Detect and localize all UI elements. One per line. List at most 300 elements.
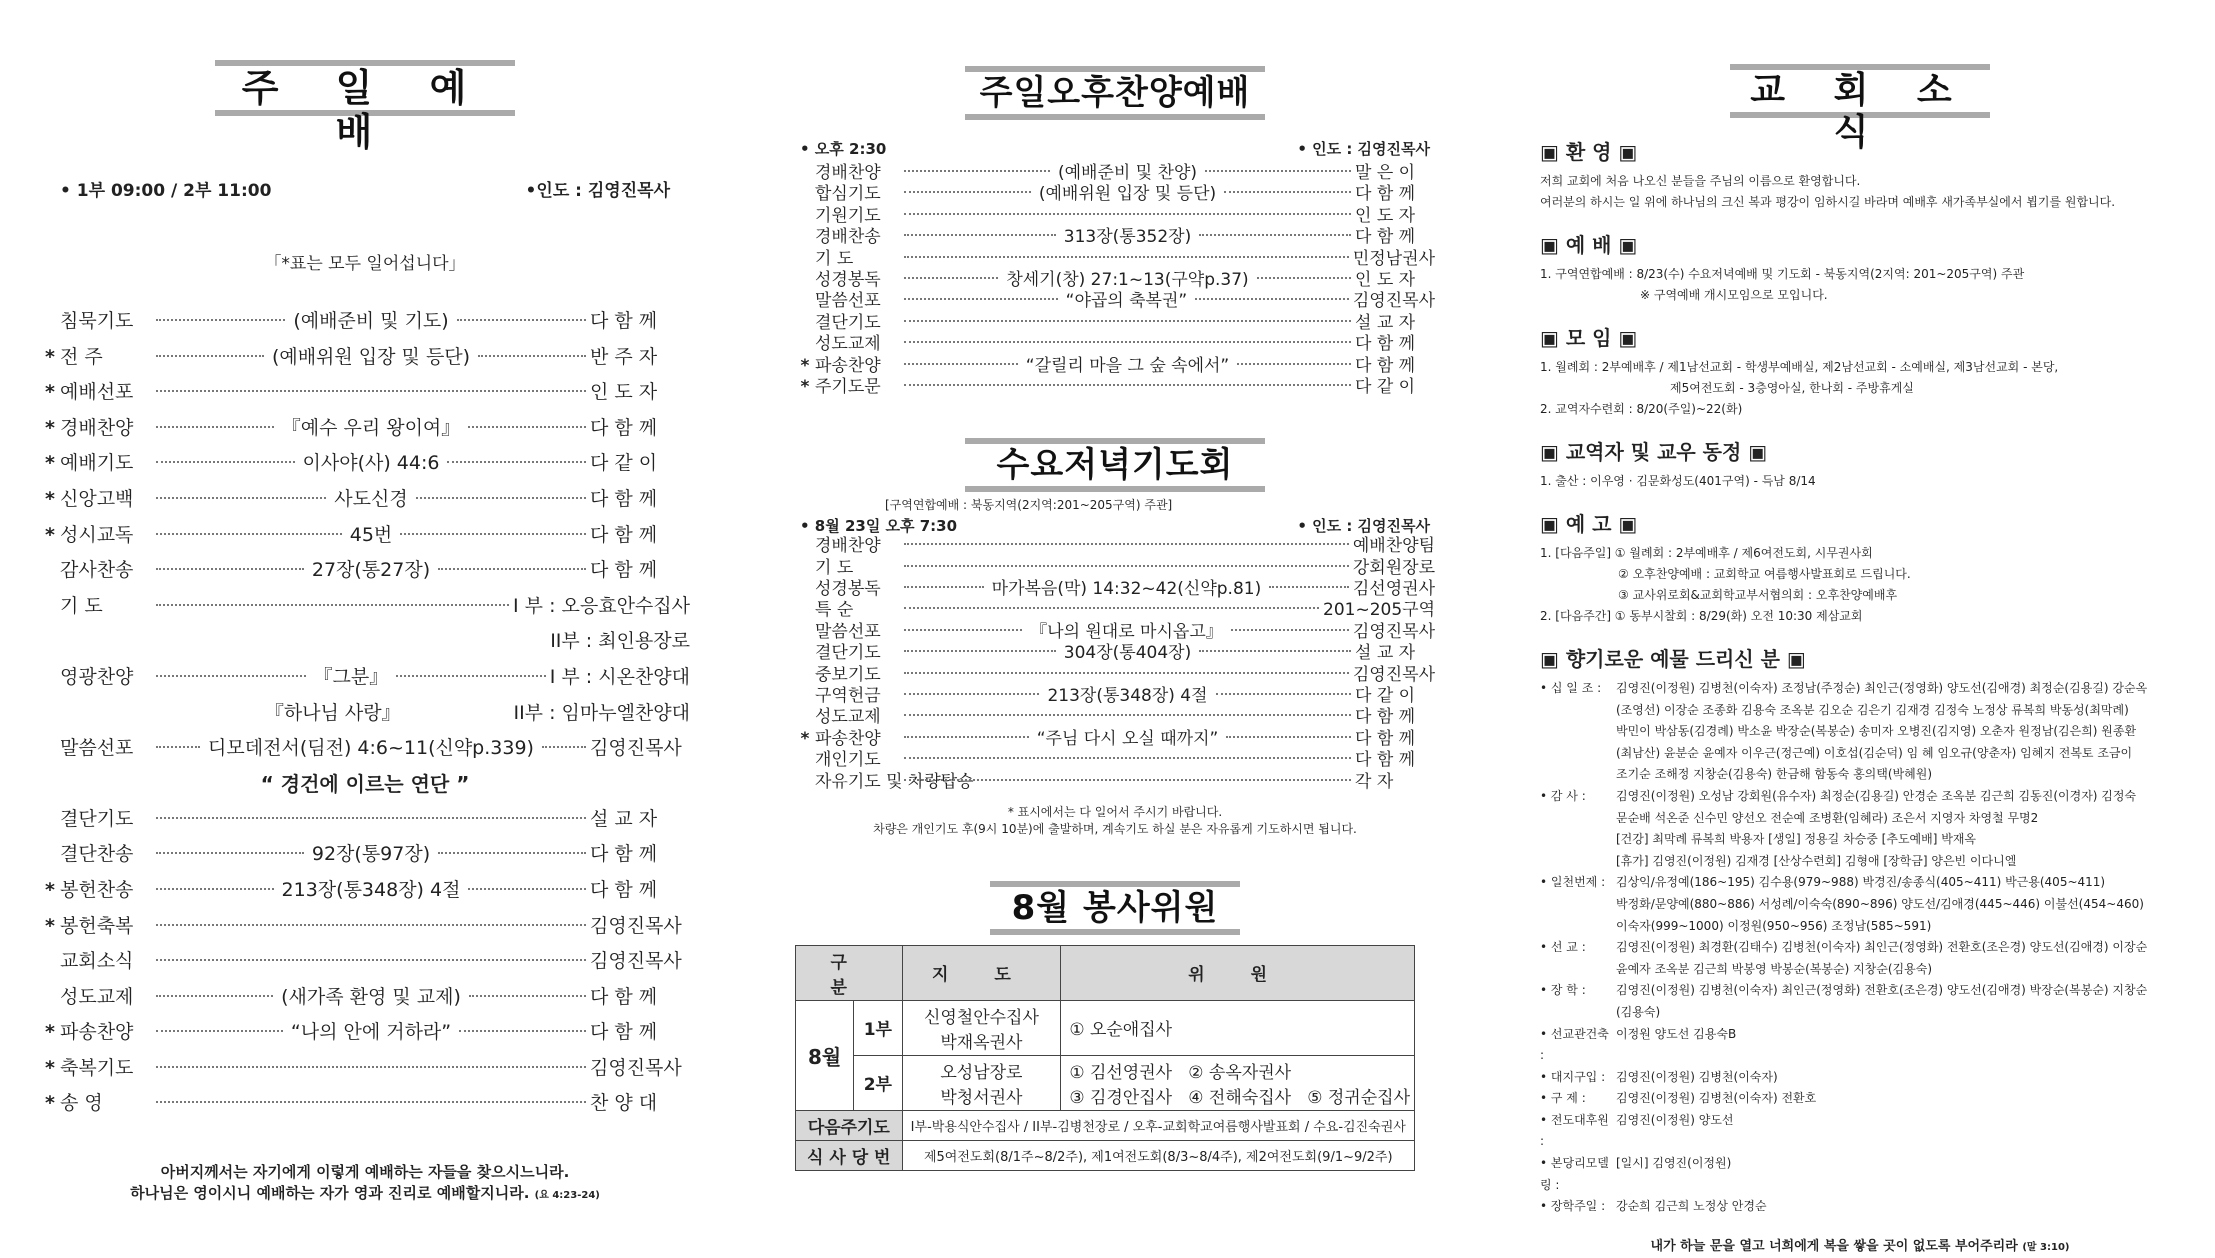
worship-footer xyxy=(40,1162,690,1206)
offering-label: • 십 일 조 : xyxy=(1540,681,1602,695)
offering-list xyxy=(1540,678,2180,1218)
order-item: 축복기도 xyxy=(60,1056,134,1079)
order-row xyxy=(40,980,690,1016)
part-leader xyxy=(902,1000,1061,1055)
wednesday-car-note: 차량은 개인기도 후(9시 10분)에 출발하며, 계속기도 하실 분은 자유롭게 기도하시면 됩니다. xyxy=(873,821,1357,836)
leader-dots xyxy=(1257,277,1351,279)
order-responsible: 다 함 께 xyxy=(1355,728,1416,749)
leader-name: 박재옥권사 xyxy=(940,1032,1023,1053)
wednesday-order xyxy=(795,536,1435,793)
sermon-title: “ 경건에 이르는 연단 ” xyxy=(260,771,470,796)
order-item: 기 도 xyxy=(60,594,103,617)
order-responsible: 다 함 께 xyxy=(590,310,658,332)
afternoon-meta xyxy=(795,138,1435,159)
order-responsible: 다 함 께 xyxy=(590,487,658,510)
order-row xyxy=(40,340,690,376)
footer-reference: (요 4:23-24) xyxy=(534,1190,600,1202)
part-members xyxy=(1061,1055,1415,1110)
order-content: 92장(통97장) xyxy=(311,843,431,866)
welcome-line-2: 여러분의 하시는 일 위에 하나님의 크신 복과 평강이 임하시길 바라며 예배후 새가족부실에서 뵙기를 원합니다. xyxy=(1540,195,2116,209)
order-content: (예배위원 입장 및 등단) xyxy=(1038,184,1217,205)
order-item: 특 순 xyxy=(815,600,854,621)
order-row xyxy=(40,802,690,838)
next-prayer-value: I부-박용식안수집사 / II부-김병천장로 / 오후-교회학교여름행사발표회 / 수요-김진숙권사 xyxy=(902,1110,1414,1140)
order-item: 성경봉독 xyxy=(815,579,881,600)
offering-line: [일시] 김영진(이정원) xyxy=(1616,1156,1732,1171)
order-row xyxy=(40,944,690,980)
footer-line-1: 아버지께서는 자기에게 이렇게 예배하는 자들을 찾으시느니라. xyxy=(160,1163,570,1182)
order-item: 결단기도 xyxy=(60,807,134,830)
wednesday-leader: • 인도 : 김영진목사 xyxy=(1297,517,1430,536)
offering-line: 박민이 박삼동(김경례) 박소윤 박장순(복봉순) 송미자 오병진(김지영) 오춘자 원정남(김은희) 원종환 xyxy=(1616,724,2137,739)
leader-dots xyxy=(1216,693,1351,695)
meal-duty-value: 제5여전도회(8/1주~8/2주), 제1여전도회(8/3~8/4주), 제2여전도회(9/1~9/2주) xyxy=(902,1140,1414,1170)
order-item: 경배찬양 xyxy=(815,163,881,183)
offering-label: • 일천번제 : xyxy=(1540,875,1606,890)
offering-line: 김영진(이정원) 최경환(김태수) 김병천(이숙자) 최인근(정영화) 전환호(조은경) 양도선(김애경) 이장순 xyxy=(1616,940,2148,955)
offering-names xyxy=(1616,1196,2180,1218)
leader-dots xyxy=(156,924,586,926)
offering-row xyxy=(1540,1067,2180,1089)
offering-label: • 전도대후원 : xyxy=(1540,1112,1609,1149)
order-item: 영광찬양 xyxy=(60,665,134,688)
leader-dots xyxy=(156,817,586,819)
order-responsible: 인 도 자 xyxy=(1355,205,1416,226)
order-content: “야곱의 축복권” xyxy=(1065,291,1188,312)
leader-dots xyxy=(156,888,274,890)
order-item: 성도교제 xyxy=(60,985,134,1008)
leader-dots xyxy=(904,586,984,588)
standing-mark: * xyxy=(800,728,810,749)
offering-line: 김상익/유정예(186~195) 김수용(979~988) 박경진/송종식(405~411) 박근용(405~411) xyxy=(1616,875,2106,890)
leader-dots xyxy=(459,1030,586,1032)
meeting-1: 1. 월례회 : 2부예배후 / 제1남선교회 - 학생부예배실, 제2남선교회 - 소예배실, 제3남선교회 - 본당, xyxy=(1540,360,2059,374)
order-responsible: 김영진목사 xyxy=(1352,291,1435,312)
offering-line: [건강] 최막례 류복희 박용자 [생일] 정용길 차승중 [추도예배] 박재옥 xyxy=(1616,832,1976,847)
order-row xyxy=(795,729,1435,750)
notice-2: ② 오후찬양예배 : 교회학교 여름행사발표회로 드립니다. xyxy=(1618,567,1911,581)
order-item: 전 주 xyxy=(60,345,103,368)
leader-dots xyxy=(904,650,1056,652)
order-responsible: 김영진목사 xyxy=(590,1056,682,1079)
order-item: 침묵기도 xyxy=(60,310,134,332)
leader-dots xyxy=(904,191,1031,193)
order-content: “나의 안에 거하라” xyxy=(290,1021,452,1044)
leader-dots xyxy=(1269,586,1349,588)
offering-label: • 본당리모델링 : xyxy=(1540,1156,1609,1192)
member-line: ① 김선영권사 ② 송옥자권사 xyxy=(1069,1062,1292,1083)
order-row xyxy=(795,686,1435,707)
leader-dots xyxy=(904,543,1349,545)
order-row xyxy=(795,643,1435,664)
news-footer-reference: (말 3:10) xyxy=(2022,1241,2070,1253)
order-responsible: 인 도 자 xyxy=(590,381,658,404)
standing-mark: * xyxy=(45,523,55,546)
order-row xyxy=(795,600,1435,621)
order-row xyxy=(795,206,1435,227)
order-item: 말씀선포 xyxy=(815,621,881,642)
order-responsible: 찬 양 대 xyxy=(590,1092,658,1115)
offering-row xyxy=(1540,1153,2180,1196)
order-item: 결단기도 xyxy=(815,643,881,664)
leader-dots xyxy=(400,533,586,535)
afternoon-time: • 오후 2:30 xyxy=(800,140,887,158)
order-row xyxy=(40,624,690,660)
offering-label: • 장 학 : xyxy=(1540,983,1586,998)
order-responsible: 다 함 께 xyxy=(590,985,658,1008)
offering-line: 조기순 조해정 지창순(김용숙) 한금해 함동숙 홍의택(박혜원) xyxy=(1616,767,1933,782)
leader-dots xyxy=(1237,363,1351,365)
order-item: 교회소식 xyxy=(60,950,134,973)
offering-names xyxy=(1616,678,2180,786)
leader-dots xyxy=(1205,170,1351,172)
order-responsible: 김선영권사 xyxy=(1352,579,1435,600)
order-row xyxy=(795,772,1435,793)
leader-dots xyxy=(156,426,274,428)
order-item: 말씀선포 xyxy=(815,291,881,312)
order-responsible: 다 함 께 xyxy=(1355,334,1416,355)
order-content: 『나의 원대로 마시옵고』 xyxy=(1030,621,1223,642)
wednesday-time: • 8월 23일 오후 7:30 xyxy=(800,517,958,536)
worship-news-2: ※ 구역예배 개시모임으로 모입니다. xyxy=(1640,288,1828,302)
footer-line-2: 하나님은 영이시니 예배하는 자가 영과 진리로 예배할지니라. xyxy=(130,1184,530,1203)
offering-names xyxy=(1616,1024,2180,1067)
order-content: 마가복음(막) 14:32~42(신약p.81) xyxy=(991,579,1262,600)
leader-dots xyxy=(904,363,1018,365)
notice-title: ▣ 예 고 ▣ xyxy=(1540,512,1638,536)
order-item: 경배찬송 xyxy=(815,227,881,248)
leader-dots xyxy=(1199,650,1351,652)
order-responsible: 김영진목사 xyxy=(1352,664,1435,685)
leader-dots xyxy=(1226,736,1351,738)
welcome-title: ▣ 환 영 ▣ xyxy=(1540,140,1638,164)
leader-dots xyxy=(156,497,326,499)
leader-dots xyxy=(156,1030,283,1032)
standing-mark: * xyxy=(45,416,55,439)
order-row xyxy=(40,731,690,767)
order-content: 『그분』 xyxy=(313,665,389,688)
leader-dots xyxy=(904,672,1349,674)
order-responsible: 다 함 께 xyxy=(590,559,658,582)
leader-dots xyxy=(156,604,509,606)
offering-line: 김영진(이정원) 김병천(이숙자) xyxy=(1616,1069,1778,1084)
order-responsible: 다 함 께 xyxy=(1355,750,1416,771)
leader-dots xyxy=(1231,629,1349,631)
order-content: 213장(통348장) 4절 xyxy=(281,878,461,901)
stand-note: 「*표는 모두 일어섭니다」 xyxy=(264,254,466,274)
order-item: 예배기도 xyxy=(60,452,134,475)
standing-mark: * xyxy=(45,878,55,901)
staff-1: 1. 출산 : 이우영 · 김문화성도(401구역) - 득남 8/14 xyxy=(1540,474,1816,488)
offering-label: • 감 사 : xyxy=(1540,788,1586,803)
part-cell: 1부 xyxy=(854,1000,902,1055)
middle-column xyxy=(795,0,1435,1171)
worship-news-title: ▣ 예 배 ▣ xyxy=(1540,233,1638,257)
leader-dots xyxy=(1199,234,1351,236)
meeting-2: 제5여전도회 - 3층영아실, 한나회 - 주방휴게실 xyxy=(1670,381,1914,395)
order-row xyxy=(795,270,1435,291)
offering-label: • 대지구입 : xyxy=(1540,1069,1606,1084)
service-committee-table xyxy=(795,945,1415,1171)
header-leader: 지 도 xyxy=(902,945,1061,1000)
offering-names xyxy=(1616,937,2180,980)
notice-1: 1. [다음주일] ① 월례회 : 2부예배후 / 제6여전도회, 시무권사회 xyxy=(1540,546,1873,560)
order-responsible: 설 교 자 xyxy=(590,807,658,830)
offering-line: 김영진(이정원) 양도선 xyxy=(1616,1112,1734,1127)
offering-line: [휴가] 김영진(이정원) 김재경 [산상수련회] 김형애 [장학금] 양은빈 이다니엘 xyxy=(1616,853,2017,868)
offering-names xyxy=(1616,1088,2180,1110)
order-item: 성도교제 xyxy=(815,334,881,355)
order-row xyxy=(795,291,1435,312)
leader-dots xyxy=(416,497,586,499)
standing-mark: * xyxy=(45,452,55,475)
leader-dots xyxy=(468,888,586,890)
order-row xyxy=(795,227,1435,248)
order-row xyxy=(795,334,1435,355)
leader-dots xyxy=(904,170,1050,172)
order-responsible: 각 자 xyxy=(1355,771,1394,792)
order-responsible: I 부 : 오응효안수집사 xyxy=(513,594,690,617)
order-content: “주님 다시 오실 때까지” xyxy=(1036,728,1219,749)
order-responsible: 인 도 자 xyxy=(1355,269,1416,290)
order-item: 파송찬양 xyxy=(60,1021,134,1044)
order-responsible: 다 함 께 xyxy=(1355,227,1416,248)
order-row xyxy=(795,163,1435,184)
order-responsible: 김영진목사 xyxy=(1352,621,1436,642)
order-row xyxy=(795,750,1435,771)
order-responsible: 강회원장로 xyxy=(1352,557,1435,578)
order-row xyxy=(40,446,690,482)
order-content: 창세기(창) 27:1~13(구약p.37) xyxy=(1006,269,1249,290)
leader-dots xyxy=(156,675,306,677)
leader-dots xyxy=(478,355,586,357)
worship-meta xyxy=(40,176,690,201)
order-row xyxy=(795,707,1435,728)
notice-3: ③ 교사위로회&교회학교부서협의회 : 오후찬양예배후 xyxy=(1618,588,1898,602)
order-row xyxy=(40,660,690,696)
offering-names xyxy=(1616,980,2180,1023)
leader-dots xyxy=(438,852,586,854)
table-row xyxy=(796,1000,1415,1055)
order-content: 디모데전서(딤전) 4:6~11(신약p.339) xyxy=(208,737,534,760)
offering-row xyxy=(1540,1024,2180,1067)
leader-dots xyxy=(396,675,546,677)
offering-line: 박정화/문양예(880~886) 서성례/이숙숙(890~896) 양도선/김애경(445~446) 이불선(454~460) xyxy=(1616,896,2144,911)
sunday-worship-column xyxy=(40,0,690,1206)
meeting-title: ▣ 모 임 ▣ xyxy=(1540,326,1638,350)
leader-dots xyxy=(156,461,295,463)
order-item: 결단기도 xyxy=(815,312,881,333)
leader-dots xyxy=(1224,191,1351,193)
leader-dots xyxy=(904,277,998,279)
order-row xyxy=(40,696,690,732)
offering-names xyxy=(1616,1067,2180,1089)
order-responsible: 다 같 이 xyxy=(1355,686,1416,707)
offering-line: 강순희 김근희 노정상 안경순 xyxy=(1616,1199,1767,1214)
order-item: 예배선포 xyxy=(60,381,134,404)
order-row xyxy=(40,518,690,554)
order-responsible: 201~205구역 xyxy=(1323,600,1435,621)
order-responsible: 다 함 께 xyxy=(590,523,658,546)
order-item: 신앙고백 xyxy=(60,487,134,510)
standing-mark: * xyxy=(45,1056,55,1079)
leader-dots xyxy=(904,384,1351,386)
order-responsible: 다 함 께 xyxy=(590,1021,658,1044)
leader-dots xyxy=(1195,298,1349,300)
order-row xyxy=(795,313,1435,334)
offering-label: • 구 제 : xyxy=(1540,1091,1586,1106)
order-content: 45번 xyxy=(349,523,393,546)
leader-name: 박청서권사 xyxy=(940,1087,1023,1108)
leader-dots xyxy=(156,319,285,321)
order-item: 성경봉독 xyxy=(815,269,881,290)
order-item: 성시교독 xyxy=(60,523,134,546)
news-footer-text: 내가 하늘 문을 열고 너희에게 복을 쌓을 곳이 없도록 부어주리라 xyxy=(1650,1238,2018,1254)
leader-dots xyxy=(457,319,586,321)
leader-dots xyxy=(156,852,304,854)
order-content: (예배위원 입장 및 등단) xyxy=(271,345,471,368)
order-row xyxy=(795,622,1435,643)
meal-duty-label: 식 사 당 번 xyxy=(796,1140,903,1170)
offering-label: • 선 교 : xyxy=(1540,940,1586,955)
order-of-worship-2 xyxy=(40,802,690,1122)
leader-name: 오성남장로 xyxy=(940,1062,1023,1083)
offering-names xyxy=(1616,872,2180,937)
leader-dots xyxy=(904,565,1349,567)
standing-mark: * xyxy=(45,1092,55,1115)
order-responsible: II부 : 임마누엘찬양대 xyxy=(513,701,690,724)
month-cell: 8월 xyxy=(796,1000,854,1110)
order-item: 경배찬양 xyxy=(815,536,881,557)
order-content: “갈릴리 마을 그 숲 속에서” xyxy=(1025,355,1230,376)
order-item: 구역헌금 xyxy=(815,686,881,707)
order-row xyxy=(40,589,690,625)
order-item: 주기도문 xyxy=(815,376,881,397)
notice-4: 2. [다음주간] ① 동부시찰회 : 8/29(화) 오전 10:30 제삼교회 xyxy=(1540,609,1863,623)
order-item: 개인기도 xyxy=(815,750,881,771)
order-item: 말씀선포 xyxy=(60,737,134,760)
offering-line: 김영진(이정원) 김병천(이숙자) 최인근(정영화) 전환호(조은경) 양도선(김애경) 박장순(복봉순) 지창순 xyxy=(1616,983,2148,998)
order-item: 봉헌축복 xyxy=(60,914,134,937)
standing-mark: * xyxy=(45,487,55,510)
order-responsible: 민정남권사 xyxy=(1352,248,1435,269)
part-leader xyxy=(902,1055,1061,1110)
offering-line: (최남산) 윤분순 윤예자 이우근(정근예) 이호섭(김순덕) 임 혜 임오규(양춘자) 임혜지 전복토 조금이 xyxy=(1616,745,2133,760)
offering-line: 김영진(이정원) 오성남 강회원(유수자) 최정순(김용길) 안경순 조옥분 김근희 김동진(이경자) 김정숙 xyxy=(1616,788,2137,803)
meeting-3: 2. 교역자수련회 : 8/20(주일)~22(화) xyxy=(1540,402,1743,416)
leader-dots xyxy=(156,355,264,357)
news-footer xyxy=(1540,1236,2180,1258)
leader-dots xyxy=(904,736,1029,738)
order-content: 313장(통352장) xyxy=(1063,227,1192,248)
service-times: • 1부 09:00 / 2부 11:00 xyxy=(60,181,272,201)
afternoon-order xyxy=(795,163,1435,398)
order-responsible: 다 함 께 xyxy=(590,416,658,439)
order-item: 중보기도 xyxy=(815,664,881,685)
order-content: 이사야(사) 44:6 xyxy=(302,452,440,475)
part-cell: 2부 xyxy=(854,1055,902,1110)
order-content: 사도신경 xyxy=(334,487,408,510)
order-row xyxy=(40,1015,690,1051)
order-row xyxy=(795,579,1435,600)
leader-dots xyxy=(156,533,342,535)
leader-dots xyxy=(904,779,1351,781)
order-responsible: 다 함 께 xyxy=(1355,184,1416,205)
leader-dots xyxy=(156,1066,586,1068)
order-row xyxy=(795,249,1435,270)
offering-row xyxy=(1540,786,2180,872)
wednesday-note: [구역연합예배 : 북동지역(2지역:201~205구역) 주관] xyxy=(885,498,1173,513)
leader-dots xyxy=(904,714,1351,716)
part-members: ① 오순애집사 xyxy=(1061,1000,1415,1055)
order-row xyxy=(40,1086,690,1122)
order-item: 봉헌찬송 xyxy=(60,878,134,901)
wednesday-meta xyxy=(795,515,1435,536)
order-responsible: 예배찬양팀 xyxy=(1352,536,1435,557)
offering-row xyxy=(1540,678,2180,786)
leader-dots xyxy=(468,426,586,428)
wednesday-stand-note: * 표시에서는 다 일어서 주시기 바랍니다. xyxy=(1007,804,1223,819)
offering-names xyxy=(1616,1153,2180,1196)
order-row xyxy=(40,482,690,518)
leader-dots xyxy=(904,341,1351,343)
offering-row xyxy=(1540,1196,2180,1218)
leader-dots xyxy=(904,320,1351,322)
afternoon-worship-title: 주일오후찬양예배 xyxy=(965,66,1265,120)
order-content: 『예수 우리 왕이여』 xyxy=(281,416,461,439)
order-content: 304장(통404장) xyxy=(1063,643,1192,664)
offering-line: (조영선) 이장순 조종화 김용숙 조옥분 김오순 김은기 김재경 김정숙 노정상 류복희 박동성(최막례) xyxy=(1616,702,2129,717)
order-item: 결단찬송 xyxy=(60,843,134,866)
order-content: (예배준비 및 찬양) xyxy=(1057,163,1198,183)
offering-label: • 선교관건축 : xyxy=(1540,1026,1609,1063)
leader-dots xyxy=(156,390,586,392)
leader-dots xyxy=(904,298,1058,300)
order-content: 213장(통348장) 4절 xyxy=(1047,686,1208,707)
order-responsible: 설 교 자 xyxy=(1355,643,1416,664)
order-content: 『하나님 사랑』 xyxy=(264,701,401,724)
leader-dots xyxy=(904,629,1022,631)
church-news-title: 교 회 소 식 xyxy=(1730,64,1990,118)
order-responsible: 말 은 이 xyxy=(1355,163,1416,183)
welcome-line-1: 저희 교회에 처음 나오신 분들을 주님의 이름으로 환영합니다. xyxy=(1540,174,1861,188)
order-row xyxy=(795,558,1435,579)
order-responsible: 다 같 이 xyxy=(1355,376,1416,397)
order-row xyxy=(40,553,690,589)
offering-row xyxy=(1540,872,2180,937)
order-item: 성도교제 xyxy=(815,707,881,728)
offering-line: 문순배 석온준 신수민 양선오 전순예 조병환(임혜라) 조은서 지영자 차영철 무명2 xyxy=(1616,810,2039,825)
next-prayer-label: 다음주기도 xyxy=(796,1110,903,1140)
offering-names xyxy=(1616,786,2180,872)
offering-line: 이숙자(999~1000) 이정원(950~956) 조정남(585~591) xyxy=(1616,918,1932,933)
standing-mark: * xyxy=(45,914,55,937)
table-row xyxy=(796,1140,1415,1170)
sunday-worship-title: 주 일 예 배 xyxy=(215,60,515,116)
offering-row xyxy=(1540,937,2180,980)
service-committee-title: 8월 봉사위원 xyxy=(990,881,1240,935)
order-row xyxy=(795,665,1435,686)
afternoon-leader: • 인도 : 김영진목사 xyxy=(1297,140,1430,158)
standing-mark: * xyxy=(45,1021,55,1044)
order-item: 감사찬송 xyxy=(60,559,134,582)
order-responsible: 다 함 께 xyxy=(1355,707,1416,728)
order-row xyxy=(40,837,690,873)
offering-label: • 장학주일 : xyxy=(1540,1199,1606,1214)
order-row xyxy=(795,356,1435,377)
leader-dots xyxy=(156,568,304,570)
leader-dots xyxy=(438,568,586,570)
